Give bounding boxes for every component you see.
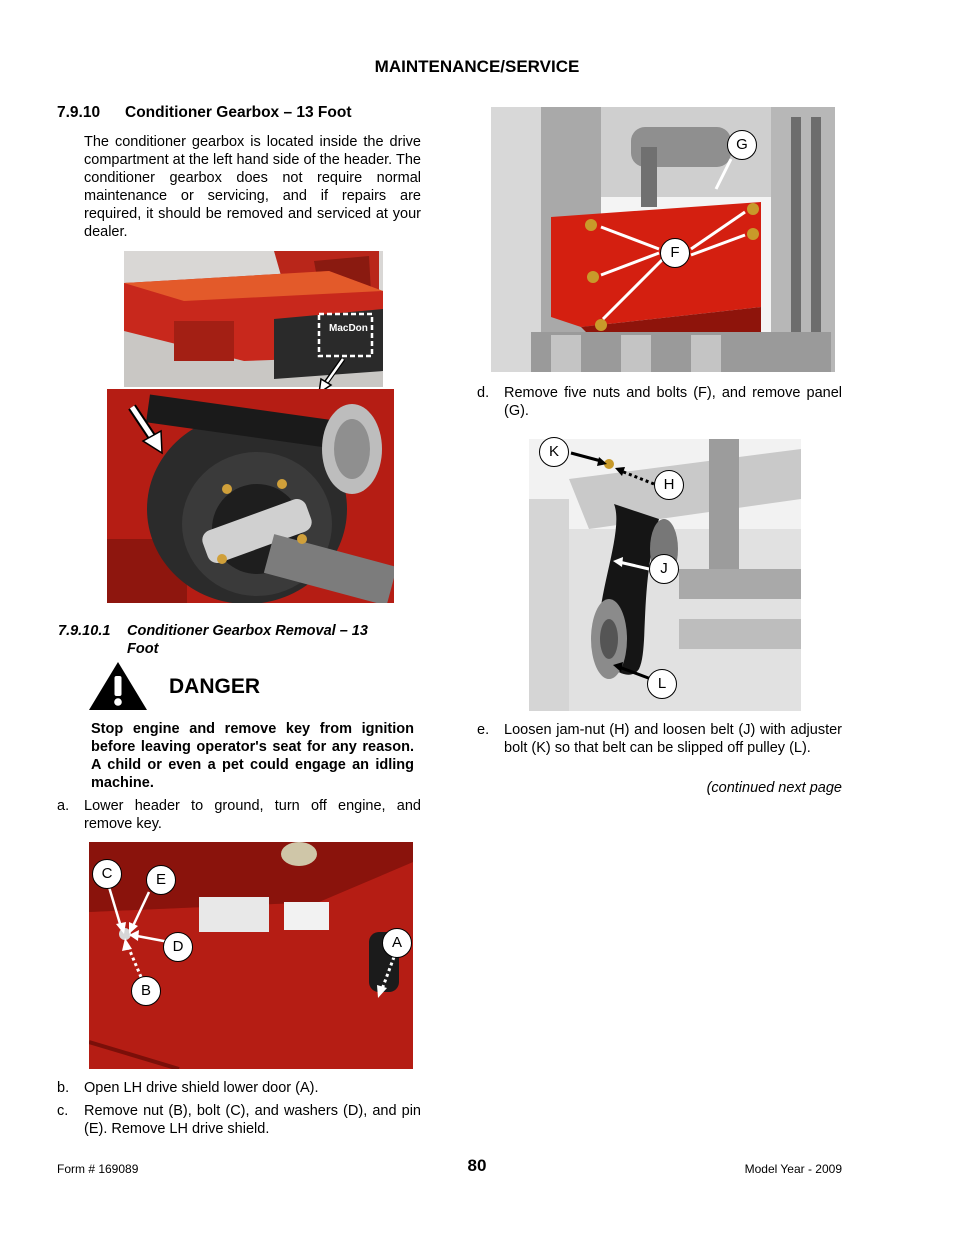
step-a xyxy=(57,797,421,837)
subsection-title xyxy=(58,622,397,658)
step-letter: c. xyxy=(57,1103,69,1119)
step-text: Open LH drive shield lower door (A). xyxy=(84,1080,319,1096)
danger-text: Stop engine and remove key from ignition before leaving operator's seat for any reason. A child or even a pet could engage an idling machine. xyxy=(91,721,414,791)
form-number: Form # 169089 xyxy=(57,1162,139,1176)
step-text: Remove nut (B), bolt (C), and washers (D), and pin (E). Remove LH drive shield. xyxy=(84,1103,421,1137)
danger-label: DANGER xyxy=(169,675,261,698)
callout-b: B xyxy=(131,976,161,1006)
step-c xyxy=(57,1102,421,1142)
callout-e: E xyxy=(146,865,176,895)
model-year: Model Year - 2009 xyxy=(744,1162,842,1176)
belt-adjuster-illustration xyxy=(529,439,801,711)
step-d xyxy=(477,384,842,424)
page-number: 80 xyxy=(467,1156,487,1175)
belt-closeup-photo xyxy=(107,389,394,603)
callout-l: L xyxy=(647,669,677,699)
section-title xyxy=(57,104,352,122)
section-body: The conditioner gearbox is located inside the drive compartment at the left hand side of the header. The conditioner gearbox does not require normal maintenance or servicing, and if repairs are required, it should be removed and serviced at your dealer. xyxy=(84,134,421,240)
continued-note: (continued next page xyxy=(706,780,842,796)
callout-h: H xyxy=(654,470,684,500)
step-letter: d. xyxy=(477,385,490,401)
drive-shield-photo xyxy=(89,842,413,1069)
callout-j: J xyxy=(649,554,679,584)
callout-c: C xyxy=(92,859,122,889)
section-number: 7.9.10 xyxy=(57,104,101,121)
subsection-title-text: Conditioner Gearbox Removal – 13 Foot xyxy=(127,623,368,657)
warning-triangle-icon xyxy=(87,660,149,712)
macdon-logo: MacDon xyxy=(329,323,368,334)
page-header: MAINTENANCE/SERVICE xyxy=(374,57,580,76)
step-b xyxy=(57,1079,421,1099)
step-letter: e. xyxy=(477,722,490,738)
step-e xyxy=(477,721,842,779)
callout-a: A xyxy=(382,928,412,958)
subsection-number: 7.9.10.1 xyxy=(58,623,111,639)
callout-k: K xyxy=(539,437,569,467)
callout-d: D xyxy=(163,932,193,962)
step-text: Loosen jam-nut (H) and loosen belt (J) with adjuster bolt (K) so that belt can be slipped off pulley (L). xyxy=(504,722,842,756)
callout-f: F xyxy=(660,238,690,268)
step-text: Lower header to ground, turn off engine, and remove key. xyxy=(84,798,421,832)
step-letter: a. xyxy=(57,798,70,814)
gearbox-panel-illustration xyxy=(491,107,835,372)
step-letter: b. xyxy=(57,1080,70,1096)
section-title-text: Conditioner Gearbox – 13 Foot xyxy=(125,104,352,121)
step-text: Remove five nuts and bolts (F), and remove panel (G). xyxy=(504,385,842,419)
callout-g: G xyxy=(727,130,757,160)
